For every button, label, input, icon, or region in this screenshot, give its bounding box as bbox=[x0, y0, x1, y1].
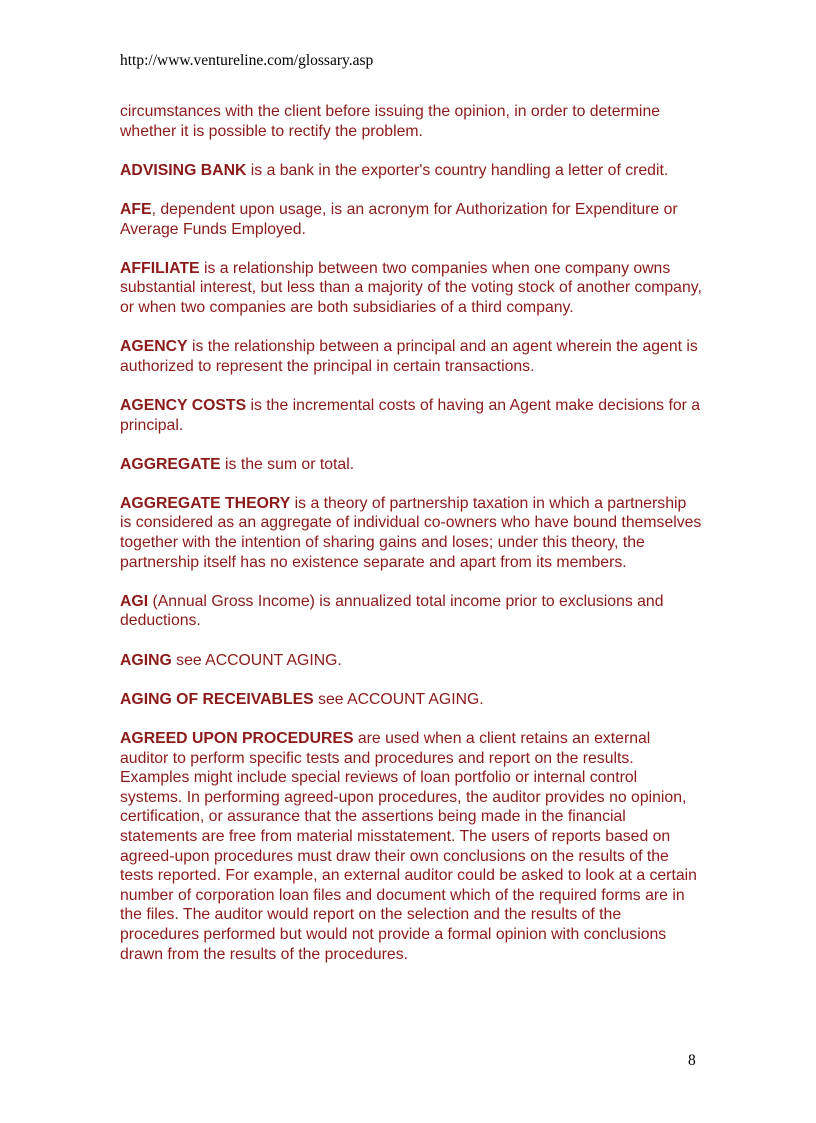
glossary-entry-aggregate bbox=[120, 455, 702, 475]
glossary-entry-aggregate-theory bbox=[120, 494, 702, 572]
glossary-term: AFE bbox=[120, 200, 152, 218]
glossary-term: AFFILIATE bbox=[120, 259, 200, 277]
glossary-definition: is a bank in the exporter's country handling a letter of credit. bbox=[246, 161, 669, 179]
glossary-entry-agreed-upon-procedures bbox=[120, 729, 702, 964]
glossary-content bbox=[120, 102, 702, 984]
glossary-term: AGING OF RECEIVABLES bbox=[120, 690, 314, 708]
glossary-term: AGI bbox=[120, 592, 149, 610]
glossary-term: ADVISING BANK bbox=[120, 161, 247, 179]
page-header-url: http://www.ventureline.com/glossary.asp bbox=[120, 52, 374, 69]
glossary-definition: is a relationship between two companies when one company owns substantial interest, but less than a majority of the voting stock of another company, or when two companies are both subsidiaries of a third company. bbox=[120, 259, 702, 316]
glossary-term: AGING bbox=[120, 651, 172, 669]
glossary-definition: see ACCOUNT AGING. bbox=[313, 690, 484, 708]
glossary-definition: is the relationship between a principal and an agent wherein the agent is authorized to represent the principal in certain transactions. bbox=[120, 338, 698, 375]
glossary-definition: (Annual Gross Income) is annualized total income prior to exclusions and deductions. bbox=[120, 592, 664, 630]
glossary-term: AGGREGATE bbox=[120, 455, 221, 473]
glossary-entry-agi bbox=[120, 592, 702, 631]
glossary-definition: see ACCOUNT AGING. bbox=[171, 651, 342, 669]
glossary-definition: is a theory of partnership taxation in which a partnership is considered as an aggregate of individual co-owners who have bound themselves together with the intention of sharing gains and loses; under this theory, the partnership itself has no existence separate and apart from its members. bbox=[120, 494, 702, 571]
glossary-definition: is the incremental costs of having an Agent make decisions for a principal. bbox=[120, 396, 701, 434]
glossary-entry-aging-of-receivables bbox=[120, 690, 702, 710]
glossary-entry-affiliate bbox=[120, 259, 702, 318]
glossary-term: AGREED UPON PROCEDURES bbox=[120, 730, 354, 747]
glossary-term: AGENCY bbox=[120, 338, 188, 356]
glossary-definition: are used when a client retains an external auditor to perform specific tests and procedures and report on the results. Examples might include special reviews of loan portfolio or internal control systems. In performing agreed-upon procedures, the auditor provides no opinion, certification, or assurance that the assertions being made in the financial statements are free from material misstatement. The users of reports based on agreed-upon procedures must draw their own conclusions on the results of the tests reported. For example, an external auditor could be asked to look at a certain number of corporation loan files and document which of the required forms are in the files. The auditor would report on the selection and the results of the procedures performed but would not provide a formal opinion with conclusions drawn from the results of the procedures. bbox=[120, 730, 697, 963]
glossary-entry-afe bbox=[120, 200, 702, 239]
glossary-term: AGENCY COSTS bbox=[120, 396, 247, 414]
glossary-entry-agency bbox=[120, 337, 702, 376]
glossary-entry-aging bbox=[120, 651, 702, 671]
glossary-definition: is the sum or total. bbox=[220, 455, 355, 473]
continuation-paragraph: circumstances with the client before issuing the opinion, in order to determine whether it is possible to rectify the problem. bbox=[120, 103, 661, 140]
glossary-definition: , dependent upon usage, is an acronym for Authorization for Expenditure or Average Funds Employed. bbox=[120, 200, 678, 238]
glossary-entry-agency-costs bbox=[120, 396, 702, 435]
page-number: 8 bbox=[688, 1052, 696, 1069]
glossary-entry-advising-bank bbox=[120, 161, 702, 181]
glossary-term: AGGREGATE THEORY bbox=[120, 494, 291, 512]
